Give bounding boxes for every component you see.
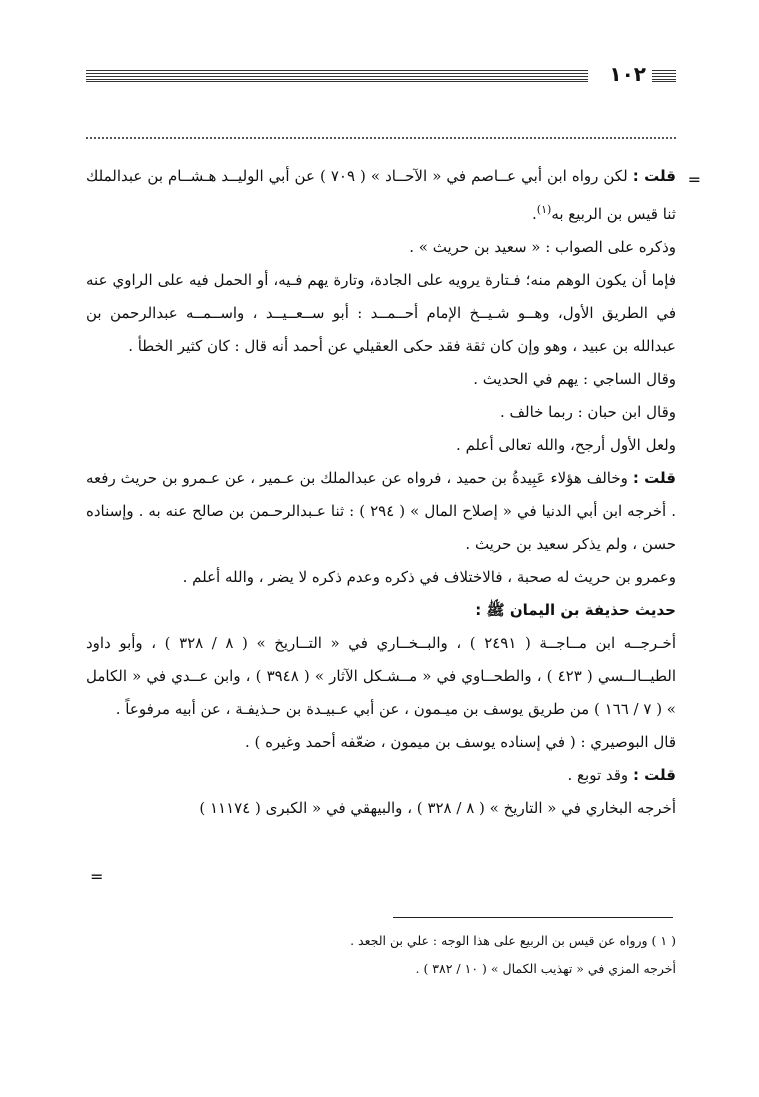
- main-text: [86, 160, 676, 825]
- paragraph: [86, 231, 676, 264]
- page-number: ١٠٢: [609, 62, 646, 86]
- header-rule-short: [652, 70, 676, 82]
- lead-word: قلت :: [632, 766, 676, 784]
- paragraph: [86, 160, 676, 231]
- page-header: [86, 62, 676, 92]
- paragraph-text: وعمرو بن حريث له صحبة ، فالاختلاف في ذكره وعدم ذكره لا يضر ، والله أعلم .: [182, 568, 676, 586]
- paragraph-text: وقال الساجي : يهم في الحديث .: [473, 370, 676, 388]
- paragraph: [86, 264, 676, 363]
- footnote-separator: [393, 917, 673, 918]
- section-heading: [86, 594, 676, 627]
- footnote-ref: (١): [536, 203, 552, 216]
- paragraph: [86, 726, 676, 759]
- paragraph-tail: .: [532, 205, 537, 223]
- paragraph-text: أخرجه البخاري في « التاريخ » ( ٨ / ٣٢٨ ) ، والبيهقي في « الكبرى ( ١١١٧٤ ): [199, 799, 676, 817]
- dotted-separator: [86, 137, 676, 139]
- paragraph-text: قال البوصيري : ( في إسناده يوسف بن ميمون ، ضعّفه أحمد وغيره ) .: [244, 733, 676, 751]
- paragraph: [86, 792, 676, 825]
- paragraph: [86, 759, 676, 792]
- footnote: ( ١ ) ورواه عن قيس بن الربيع على هذا الوجه : علي بن الجعد .: [350, 933, 676, 948]
- continuation-mark-bottom: =: [90, 867, 104, 886]
- paragraph: [86, 363, 676, 396]
- footnote: أخرجه المزي في « تهذيب الكمال » ( ١٠ / ٣٨٢ ) .: [415, 961, 676, 976]
- header-rule: [86, 70, 588, 82]
- heading-text: حديث حذيفة بن اليمان ﷺ :: [475, 601, 676, 619]
- lead-word: قلت :: [632, 167, 676, 185]
- paragraph-text: فإما أن يكون الوهم منه؛ فـتارة يرويه على الجادة، وتارة يهم فـيه، أو الحمل فيه على الراوي عنه في الطريق الأول، وهــو شـيــخ الإمام أحــمــد : أبو ســعــيــد ، واســمــه عبدالرحمن بن عبدالله بن عبيد ، وهو وإن كان ثقة فقد حكى العقيلي عن أحمد أنه قال : كان كثير الخطأ .: [86, 271, 676, 355]
- paragraph: [86, 396, 676, 429]
- lead-word: قلت :: [632, 469, 677, 487]
- paragraph: [86, 627, 676, 726]
- paragraph: [86, 429, 676, 462]
- paragraph-text: وقد توبع .: [567, 766, 633, 784]
- paragraph: [86, 561, 676, 594]
- paragraph-text: أخـرجــه ابن مــاجــة ( ٢٤٩١ ) ، والبــخــاري في « التــاريخ » ( ٨ / ٣٢٨ ) ، وأبو داود الطيــالــسي ( ٤٢٣ ) ، والطحــاوي في « مــشـكل الآثار » ( ٣٩٤٨ ) ، وابن عــدي في « الكامل » ( ٧ / ١٦٦ ) من طريق يوسف بن ميـمون ، عن أبي عـبيـدة بن حـذيفـة ، عن أبيه مرفوعاً .: [86, 634, 676, 718]
- continuation-mark-top: =: [687, 170, 701, 189]
- paragraph-text: لكن رواه ابن أبي عــاصم في « الآحــاد » ( ٧٠٩ ) عن أبي الوليــد هـشــام بن عبدالملك ثنا قيس بن الربيع به: [86, 167, 676, 223]
- paragraph: [86, 462, 676, 561]
- paragraph-text: وذكره على الصواب : « سعيد بن حريث » .: [409, 238, 676, 256]
- paragraph-text: وقال ابن حبان : ربما خالف .: [499, 403, 676, 421]
- paragraph-text: وخالف هؤلاء عَبِيدةُ بن حميد ، فرواه عن عبدالملك بن عـمير ، عن عـمرو بن حريث رفعه . أخرجه ابن أبي الدنيا في « إصلاح المال » ( ٢٩٤ ) : ثنا عـبدالرحـمن بن صالح عنه به . وإسناده حسن ، ولم يذكر سعيد بن حريث .: [86, 469, 676, 553]
- paragraph-text: ولعل الأول أرجح، والله تعالى أعلم .: [456, 436, 676, 454]
- footnotes: [86, 927, 676, 983]
